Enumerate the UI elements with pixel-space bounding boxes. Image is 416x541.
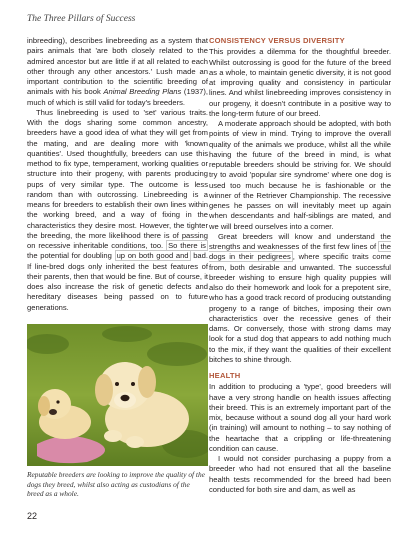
paragraph-text: bad. If line-bred dogs only inherited the best features of their parents, then that would be fine. But of course, it does also increase the risk of genetic defects and hereditary diseases being passed on to future generations. (27, 251, 208, 312)
page-number: 22 (27, 511, 38, 521)
paragraph-moderate-approach: A moderate approach should be adopted, with both points of view in mind. Trying to improve the overall quality of the animals we produce, whilst all the while having the future of the breed in mind, is what reputable breeders should be striving for. We should try to avoid 'popular sire syndrome' where one dog is used too much because he is fashionable or the winner of the Retriever Championship. The recessive genes he passes on will inevitably meet up again when descendants and half-siblings are mated, and we will breed ourselves into a corner. (209, 119, 391, 231)
paragraph-purchasing: I would not consider purchasing a puppy from a breeder who had not ensured that all the baseline health tests recommended for the breed had been conducted for both sire and dam, as well as (209, 454, 391, 494)
section-heading-consistency: CONSISTENCY VERSUS DIVERSITY (209, 36, 345, 45)
running-title: The Three Pillars of Success (27, 14, 136, 24)
highlighted-text: the dogs in their pedigrees (209, 242, 391, 262)
paragraph-lush (27, 36, 208, 108)
right-column (209, 36, 391, 495)
paragraph-text: inbreeding), describes linebreeding as a system that pairs animals that 'are both closely related to the admired ancestor but are little if at all related to each other through any other ancestors.' Lush made an important contribution to the scientific breeding of animals with his book (27, 36, 208, 97)
paragraph-health: In addition to producing a 'type', good breeders will have a very strong handle on health issues affecting their breed. This is an extremely important part of the mix, because without a sound dog all your hard work (in training) will amount to nothing – to say nothing of the heartache that a crippling or life-threatening condition can cause. (209, 382, 391, 453)
paragraph-text: Great breeders will know and understand the strengths and weaknesses of the first few lines of (209, 231, 391, 251)
book-title: Animal Breeding Plans (103, 87, 182, 97)
left-column (27, 36, 208, 313)
section-heading-health: HEALTH (209, 371, 241, 380)
photo-caption: Reputable breeders are looking to improve the quality of the dogs they breed, whilst also acting as custodians of the breed as a whole. (27, 470, 205, 499)
paragraph-text: , where specific traits come from, both desirable and unwanted. The successful breeder wishing to ensure high quality puppies will also do their homework and look for a prepotent sire, who has a good track record of producing outstanding progeny to a range of bitches, imposing their own characteristics over the recessive genes of their dams. Or conversely, those with strong dams may look for a stud dog that appears to add nothing much to the mix, if they want the qualities of their excellent bitches to shine through. (209, 252, 391, 364)
puppies-photo (27, 324, 208, 466)
paragraph-dilemma: This provides a dilemma for the thoughtful breeder. Whilst outcrossing is good for the future of the breed as a whole, to maintain genetic diversity, it is not good at improving quality and consistency in particular lines. And whilst linebreeding improves consistency in our progeny, it doesn't contribute in a positive way to the long-term future of our breed. (209, 47, 391, 118)
highlighted-text: So there is (168, 241, 206, 250)
paragraph-text: the potential for doubling (27, 251, 115, 261)
paragraph-linebreeding (27, 108, 208, 313)
paragraph-text: Thus linebreeding is used to 'set' various traits. With the dogs sharing some common ancestry, breeders have a good idea of what they will get from the mating, and are dealing more with 'known quantities'. Used thoughtfully, breeders can use this method to fix type, temperament, working qualities or structure into their progeny, with parents producing pups of very similar type. The outcome is less random than with outcrossing. Linebreeding is a means for breeders to establish their own lines within the working breed, and a way of fixing in the characteristics they desire most. However, the tighter the breeding, the more likelihood there is of passing on recessive inheritable conditions, too. (27, 107, 208, 250)
highlighted-text: up on both good and (116, 251, 189, 261)
paragraph-great-breeders (209, 232, 391, 365)
paragraph-text: (1937), much of which is still valid for today's breeders. (27, 87, 208, 107)
